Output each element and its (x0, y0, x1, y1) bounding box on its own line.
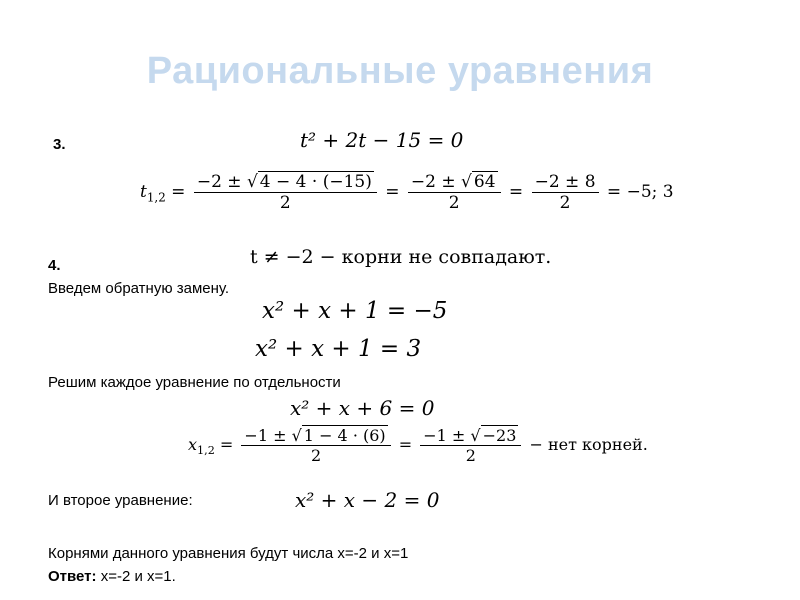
equation-x-2: x² + x + 1 = 3 (255, 336, 422, 362)
t-fraction-1 (194, 172, 377, 213)
sqrt-symbol: √ 4 − 4 · (−15) (246, 172, 372, 192)
x-f1-radicand: 1 − 4 · (6) (303, 426, 386, 445)
equation-x-3: x² + x + 6 = 0 (290, 396, 435, 420)
x-f1-num: −1 ± (244, 426, 287, 445)
x-fraction-1 (241, 426, 390, 465)
t-f1-num: −2 ± (196, 172, 242, 192)
x-fraction-2 (420, 426, 521, 465)
t-f2-radicand: 64 (473, 172, 496, 192)
t-f3-den: 2 (532, 192, 599, 213)
x-lhs-subscript: 1,2 (197, 444, 215, 458)
equation-x-4: x² + x − 2 = 0 (295, 488, 440, 512)
t-result: = −5; 3 (606, 182, 674, 202)
sqrt-symbol: √ −23 (470, 426, 517, 445)
reverse-substitution-text: Введем обратную замену. (48, 280, 230, 297)
t-f2-num: −2 ± (410, 172, 456, 192)
t-f1-radicand: 4 − 4 · (−15) (259, 172, 372, 192)
t-lhs: t (140, 182, 147, 202)
t-f3-num: −2 ± 8 (534, 172, 596, 192)
t-fraction-2 (408, 172, 501, 213)
t-fraction-3 (532, 172, 599, 213)
sqrt-symbol: √ 64 (461, 172, 496, 192)
answer-label: Ответ: (48, 568, 97, 585)
x-f2-den: 2 (420, 445, 521, 465)
x-f2-radicand: −23 (482, 426, 517, 445)
roots-conclusion-text: Корнями данного уравнения будут числа x=-2 и x=1 (48, 545, 409, 562)
x-no-roots-text: − нет корней. (529, 435, 648, 454)
x-lhs: x (188, 435, 198, 454)
equation-t-quadratic: t² + 2t − 15 = 0 (300, 128, 464, 152)
answer-line (48, 568, 176, 585)
x-roots-formula: $x_{1,2}$ = $\frac{-1 \pm √ 1 - 4 \cdot (6)}{2}$ = $\frac{-1 \pm √ -23}{2}$ − нет корней. (188, 426, 648, 465)
second-equation-text: И второе уравнение: (48, 492, 193, 509)
sqrt-symbol: √ 1 − 4 · (6) (291, 426, 386, 445)
equation-x-1: x² + x + 1 = −5 (262, 298, 448, 324)
step-3-label: 3. (53, 136, 66, 153)
t-condition: t ≠ −2 − корни не совпадают. (250, 246, 552, 268)
solve-each-text: Решим каждое уравнение по отдельности (48, 374, 341, 391)
answer-value: x=-2 и x=1. (96, 568, 176, 585)
x-f1-den: 2 (241, 445, 390, 465)
x-f2-num: −1 ± (423, 426, 466, 445)
page-title: Рациональные уравнения (146, 50, 654, 92)
t-f2-den: 2 (408, 192, 501, 213)
t-f1-den: 2 (194, 192, 377, 213)
t-lhs-subscript: 1,2 (146, 190, 166, 205)
t-roots-formula: $t_{1,2}$ = $\frac{-2 \pm √ 4 - 4 \cdot (-15)}{2}$ = $\frac{-2 \pm √ 64}{2}$ = $\frac{-2 \pm 8}{2}$ = −5; 3 (140, 172, 674, 213)
step-4-label: 4. (48, 257, 61, 274)
